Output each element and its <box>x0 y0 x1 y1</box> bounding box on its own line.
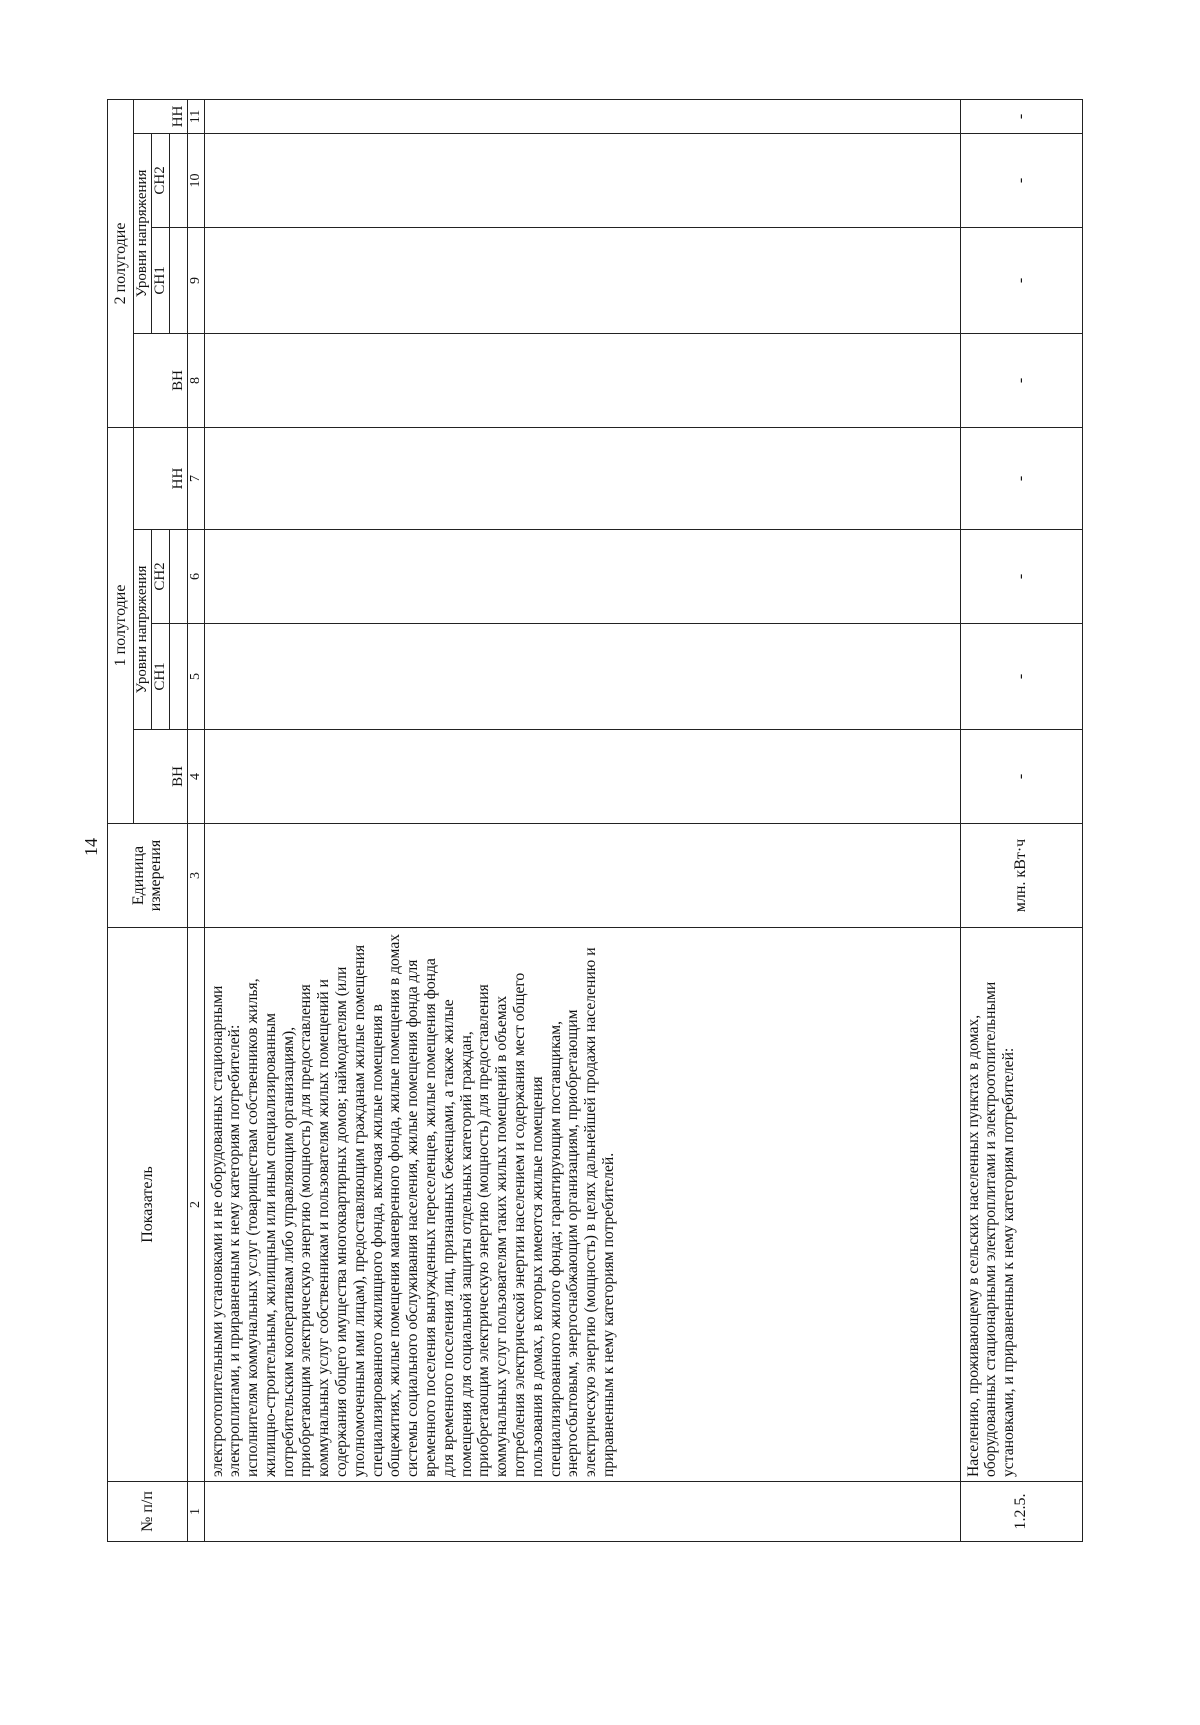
gap-h1 <box>134 730 170 824</box>
row-value <box>204 730 960 824</box>
empty-b2 <box>170 133 188 227</box>
level-sn1-b: СН1 <box>152 227 170 333</box>
row-indicator-text: Населению, проживающему в сельских населенных пунктах в домах, оборудованных стационарными электроплитами и электроотопительными установками, и приравненным к нему категориям потребителей: <box>960 928 1082 1482</box>
table-row <box>960 99 1082 1541</box>
row-value: - <box>960 333 1082 427</box>
row-value <box>204 227 960 333</box>
row-value: - <box>960 530 1082 624</box>
colnum-9: 9 <box>187 227 204 333</box>
header-unit: Единица измерения <box>108 824 188 928</box>
empty-b1 <box>170 227 188 333</box>
level-sn1-a: СН1 <box>152 624 170 730</box>
row-value: - <box>960 227 1082 333</box>
rotated-table-page <box>107 100 1071 1542</box>
row-value: - <box>960 99 1082 133</box>
header-num: № п/п <box>108 1482 188 1542</box>
row-num: 1.2.5. <box>960 1482 1082 1542</box>
level-vn-a: ВН <box>170 730 188 824</box>
level-sn2-b: СН2 <box>152 133 170 227</box>
row-unit <box>204 824 960 928</box>
row-value <box>204 427 960 529</box>
gap-h2 <box>134 333 170 427</box>
header-indicator: Показатель <box>108 928 188 1482</box>
level-nn-b: НН <box>170 99 188 133</box>
colnum-2: 2 <box>187 928 204 1482</box>
level-sn2-a: СН2 <box>152 530 170 624</box>
row-value <box>204 133 960 227</box>
row-value <box>204 333 960 427</box>
row-value <box>204 99 960 133</box>
row-value: - <box>960 730 1082 824</box>
header-half1: 1 полугодие <box>108 427 134 823</box>
row-value <box>204 624 960 730</box>
row-value: - <box>960 133 1082 227</box>
colnum-10: 10 <box>187 133 204 227</box>
indicators-table <box>107 99 1083 1542</box>
colnum-7: 7 <box>187 427 204 529</box>
row-value <box>204 530 960 624</box>
header-levels-1: Уровни напряжения <box>134 530 152 730</box>
colnum-11: 11 <box>187 99 204 133</box>
colnum-5: 5 <box>187 624 204 730</box>
row-unit: млн. кВт·ч <box>960 824 1082 928</box>
empty-a1 <box>170 624 188 730</box>
colnum-4: 4 <box>187 730 204 824</box>
page-number: 14 <box>81 838 101 856</box>
gap-h1b <box>134 427 170 529</box>
colnum-6: 6 <box>187 530 204 624</box>
table-row <box>204 99 960 1541</box>
gap-h2b <box>134 99 170 133</box>
header-half2: 2 полугодие <box>108 99 134 427</box>
empty-a2 <box>170 530 188 624</box>
colnum-8: 8 <box>187 333 204 427</box>
row-num <box>204 1482 960 1542</box>
colnum-3: 3 <box>187 824 204 928</box>
row-indicator-text: электроотопительными установками и не оборудованных стационарными электроплитами, и приравненным к нему категориям потребителей: исполнителям коммунальных услуг (товариществам собственников жилья, жилищно-строительным, жилищным или иным специализированным потребительским кооперативам либо управляющим организациям), приобретающим электрическую энергию (мощность) для предоставления коммунальных услуг собственникам и пользователям жилых помещений и содержания общего имущества многоквартирных домов; наймодателям (или уполномоченным ими лицам), предоставляющим гражданам жилые помещения специализированного жилищного фонда, включая жилые помещения в общежитиях, жилые помещения маневренного фонда, жилые помещения в домах системы социального обслуживания населения, жилые помещения фонда для временного поселения вынужденных переселенцев, жилые помещения фонда для временного поселения лиц, признанных беженцами, а также жилые помещения для социальной защиты отдельных категорий граждан, приобретающим электрическую энергию (мощность) для предоставления коммунальных услуг пользователям таких жилых помещений в объемах потребления электрической энергии населением и содержания мест общего пользования в домах, в которых имеются жилые помещения специализированного жилого фонда; гарантирующим поставщикам, энергосбытовым, энергоснабжающим организациям, приобретающим электрическую энергию (мощность) в целях дальнейшей продажи населению и приравненным к нему категориям потребителей. <box>204 928 960 1482</box>
row-value: - <box>960 624 1082 730</box>
level-nn-a: НН <box>170 427 188 529</box>
row-value: - <box>960 427 1082 529</box>
colnum-1: 1 <box>187 1482 204 1542</box>
level-vn-b: ВН <box>170 333 188 427</box>
header-levels-2: Уровни напряжения <box>134 133 152 333</box>
